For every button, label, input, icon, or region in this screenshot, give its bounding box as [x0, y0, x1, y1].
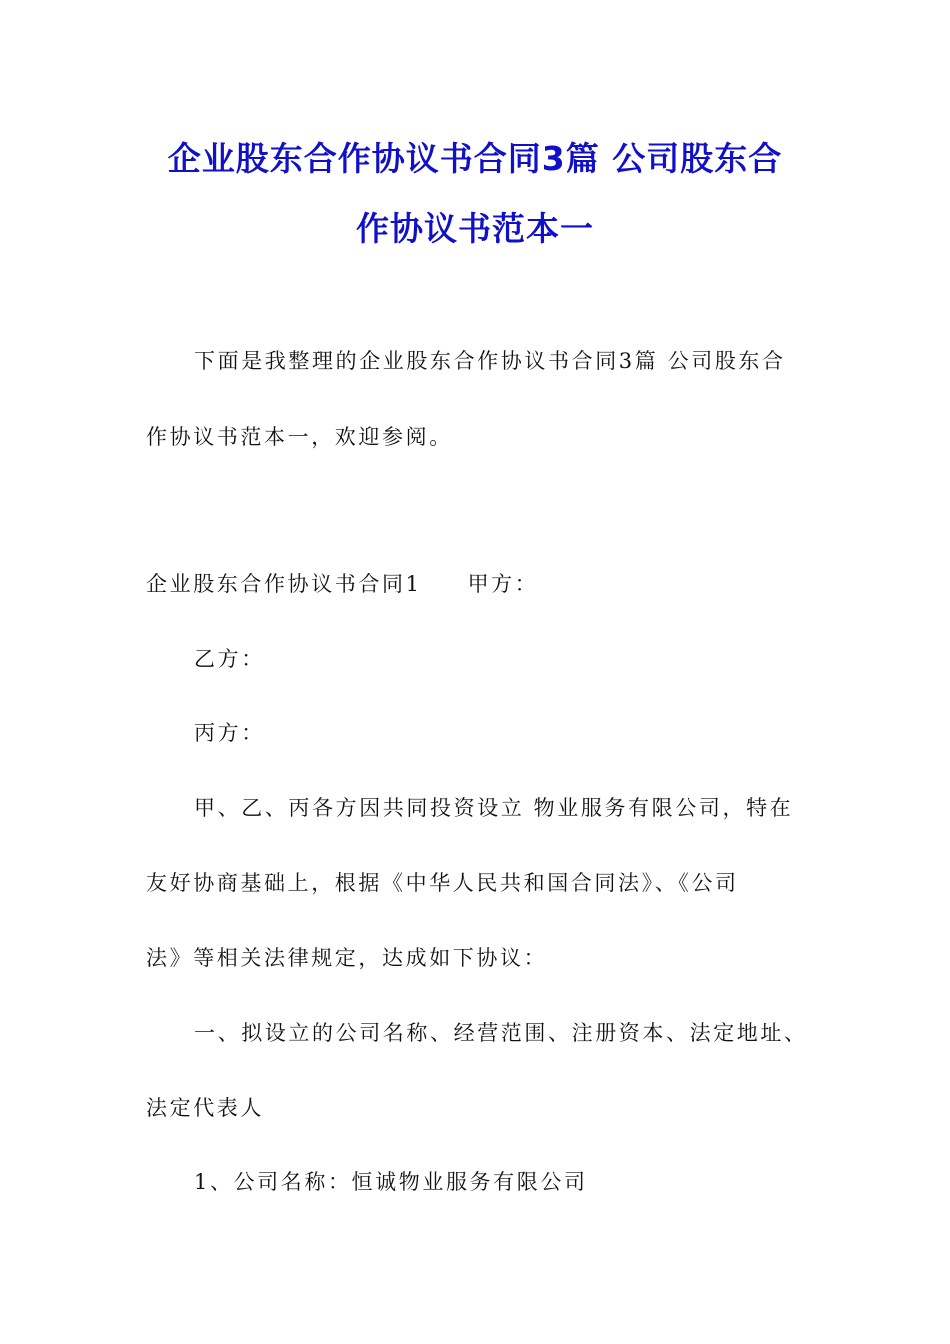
intro-line-1: 下面是我整理的企业股东合作协议书合同3篇 公司股东合 — [194, 349, 786, 373]
item-1-company-name: 1、公司名称：恒诚物业服务有限公司 — [194, 1170, 588, 1194]
party-b-label: 乙方： — [194, 647, 265, 671]
party-c-label: 丙方： — [194, 721, 265, 745]
document-title-line-2: 作协议书范本一 — [356, 209, 594, 248]
contract-heading: 企业股东合作协议书合同1 — [146, 572, 422, 596]
section-1-heading-line-1: 一、拟设立的公司名称、经营范围、注册资本、法定地址、 — [194, 1021, 808, 1045]
document-title-line-1: 企业股东合作协议书合同3篇 公司股东合 — [167, 139, 783, 178]
contract-heading-row — [146, 570, 538, 598]
section-1-heading-line-2: 法定代表人 — [146, 1096, 264, 1120]
paragraph-1-line-1: 甲、乙、丙各方因共同投资设立 物业服务有限公司，特在 — [194, 796, 794, 820]
paragraph-1-line-2: 友好协商基础上，根据《中华人民共和国合同法》、《公司 — [146, 871, 739, 895]
paragraph-1-line-3: 法》等相关法律规定，达成如下协议： — [146, 946, 548, 970]
intro-line-2: 作协议书范本一，欢迎参阅。 — [146, 425, 453, 449]
party-a-label: 甲方： — [467, 572, 539, 596]
